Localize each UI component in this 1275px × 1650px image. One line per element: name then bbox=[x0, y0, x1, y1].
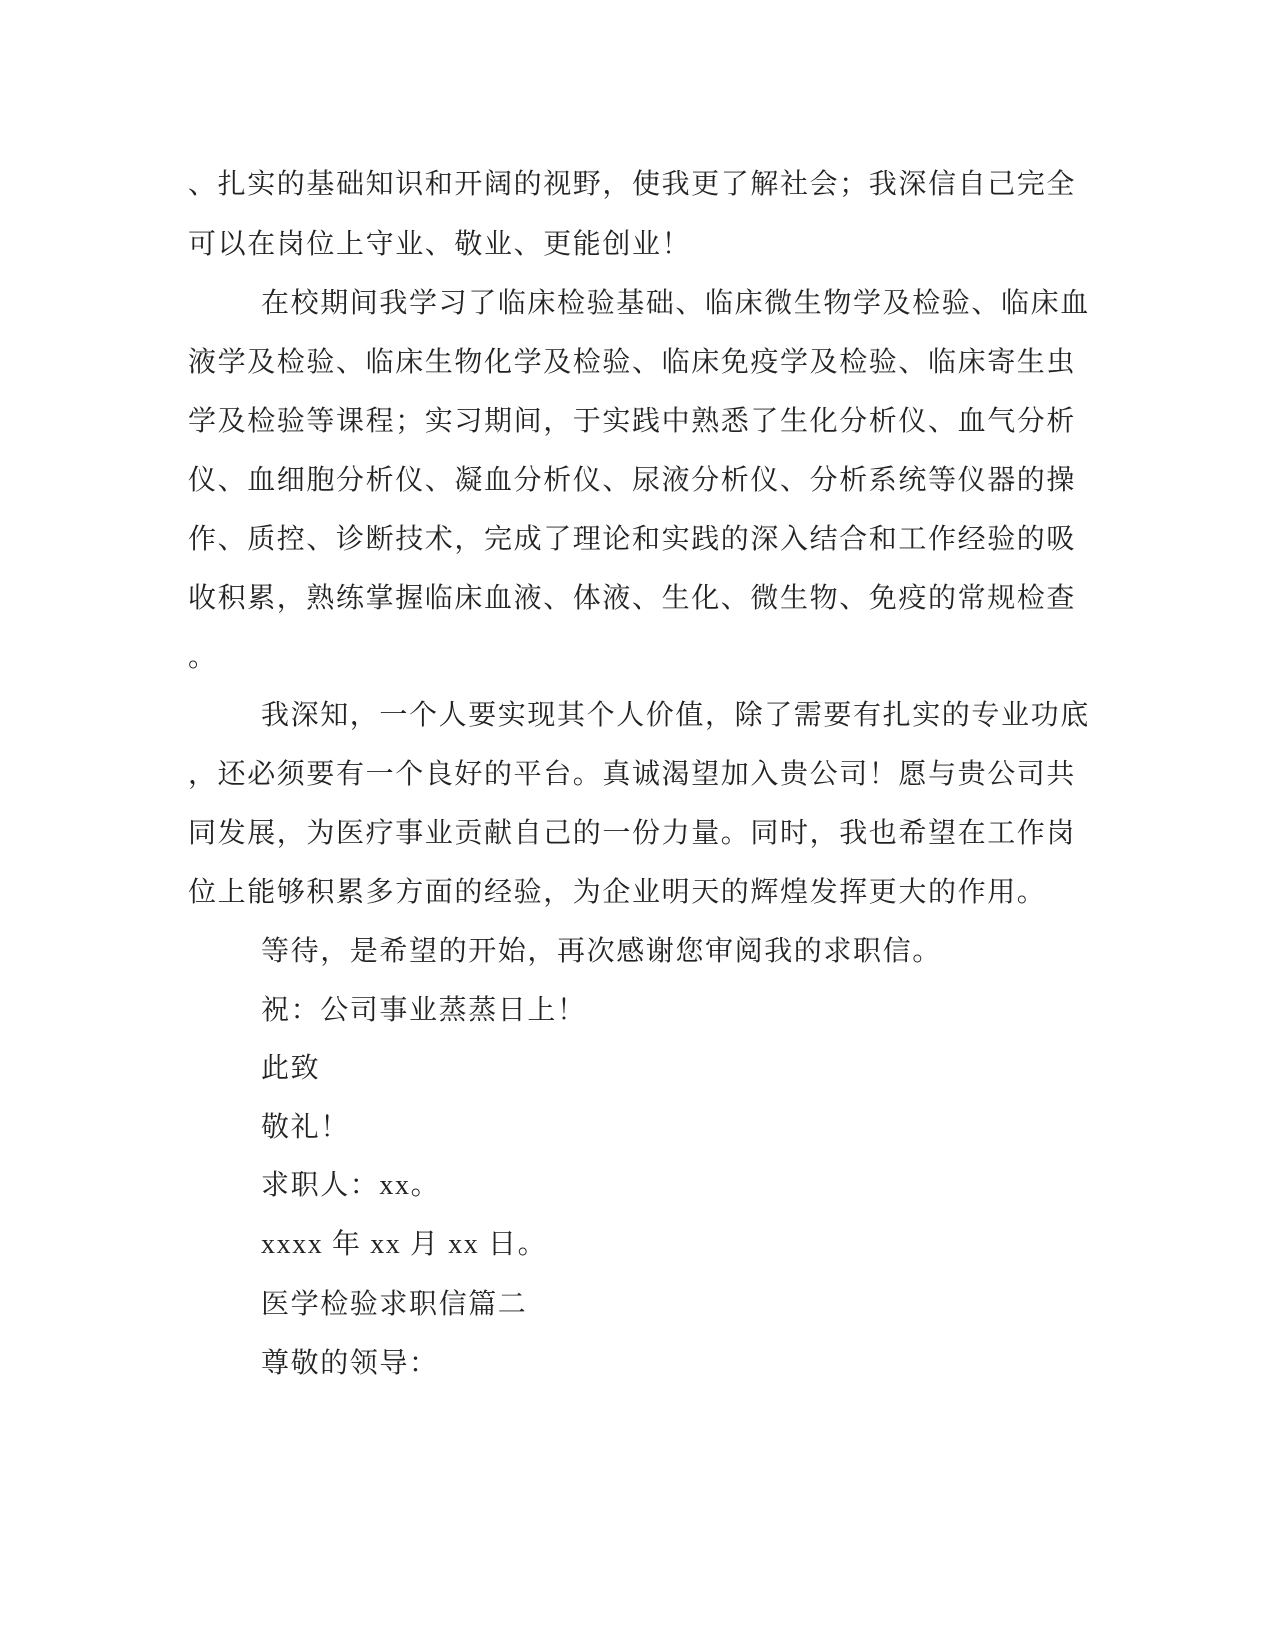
paragraph-line: 同发展，为医疗事业贡献自己的一份力量。同时，我也希望在工作岗 bbox=[188, 816, 1077, 849]
paragraph-line: 收积累，熟练掌握临床血液、体液、生化、微生物、免疫的常规检查 bbox=[188, 581, 1077, 614]
paragraph-line: ，还必须要有一个良好的平台。真诚渴望加入贵公司！愿与贵公司共 bbox=[188, 757, 1077, 790]
greeting-line: 祝：公司事业蒸蒸日上！ bbox=[261, 993, 587, 1026]
paragraph-line: 作、质控、诊断技术，完成了理论和实践的深入结合和工作经验的吸 bbox=[188, 522, 1077, 555]
letter-date: xxxx 年 xx 月 xx 日。 bbox=[261, 1229, 548, 1260]
section-title: 医学检验求职信篇二 bbox=[261, 1287, 528, 1320]
closing-line: 等待，是希望的开始，再次感谢您审阅我的求职信。 bbox=[261, 934, 942, 967]
paragraph-line: 学及检验等课程；实习期间，于实践中熟悉了生化分析仪、血气分析 bbox=[188, 404, 1077, 437]
paragraph-line: 液学及检验、临床生物化学及检验、临床免疫学及检验、临床寄生虫 bbox=[188, 345, 1077, 378]
paragraph-line: 在校期间我学习了临床检验基础、临床微生物学及检验、临床血 bbox=[261, 286, 1090, 319]
paragraph-line: 可以在岗位上守业、敬业、更能创业！ bbox=[188, 227, 692, 260]
salutation-line: 尊敬的领导： bbox=[261, 1346, 439, 1379]
salutation-line: 此致 bbox=[261, 1051, 321, 1084]
paragraph-line: 我深知，一个人要实现其个人价值，除了需要有扎实的专业功底 bbox=[261, 698, 1090, 731]
paragraph-line: 位上能够积累多方面的经验，为企业明天的辉煌发挥更大的作用。 bbox=[188, 875, 1047, 908]
paragraph-line: 仪、血细胞分析仪、凝血分析仪、尿液分析仪、分析系统等仪器的操 bbox=[188, 463, 1077, 496]
applicant-name: 求职人：xx。 bbox=[261, 1170, 441, 1201]
salutation-line: 敬礼！ bbox=[261, 1110, 350, 1143]
paragraph-line: 、扎实的基础知识和开阔的视野，使我更了解社会；我深信自己完全 bbox=[188, 167, 1077, 200]
paragraph-line: 。 bbox=[188, 640, 218, 673]
